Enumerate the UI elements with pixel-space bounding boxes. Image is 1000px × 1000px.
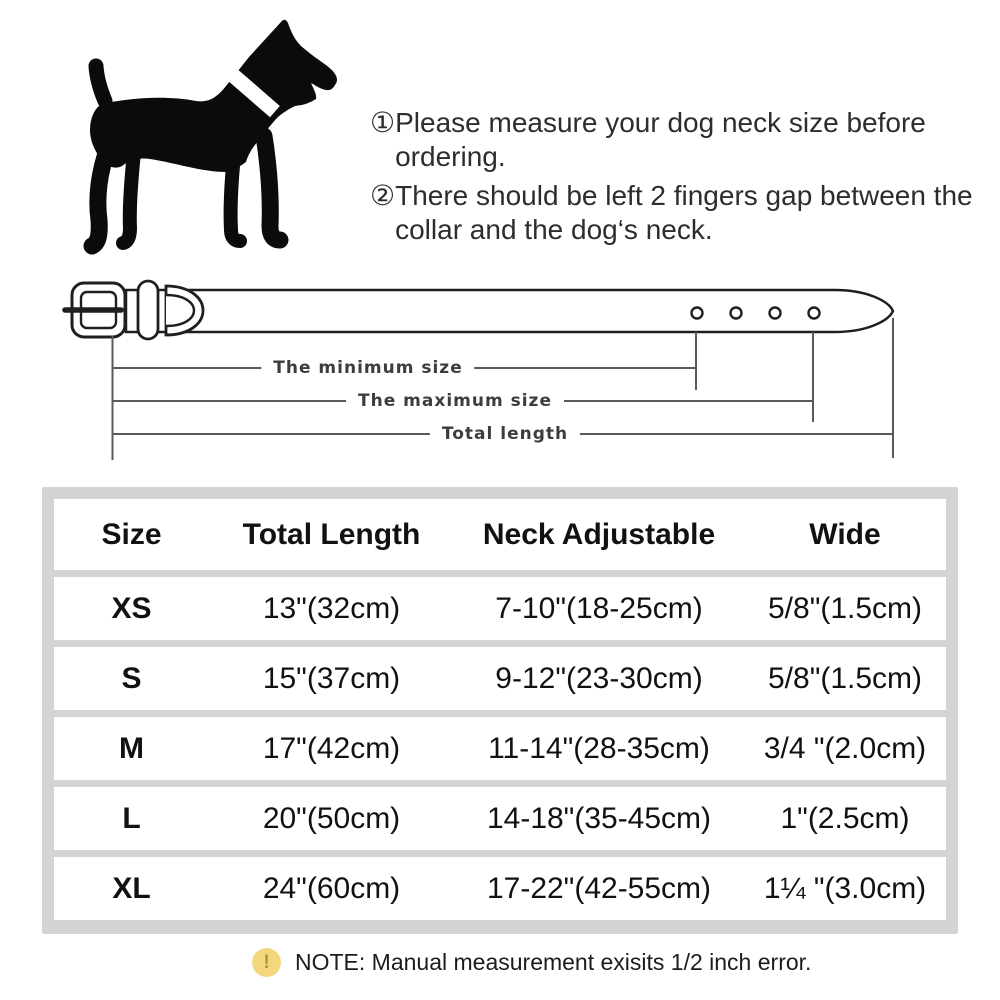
collar-keeper: [138, 281, 158, 339]
cell-wide: 1"(2.5cm): [780, 801, 910, 835]
cell-total-length: 13"(32cm): [262, 591, 401, 625]
cell-neck-adjustable: 9-12"(23-30cm): [495, 661, 703, 695]
table-header-row: [54, 499, 946, 570]
table-row: [54, 717, 946, 780]
label-minimum-size: The minimum size: [261, 358, 474, 378]
cell-size: XS: [111, 591, 152, 625]
cell-wide: 3/4 "(2.0cm): [763, 731, 927, 765]
cell-total-length: 17"(42cm): [262, 731, 401, 765]
note-bar: [252, 948, 811, 977]
cell-wide: 5/8"(1.5cm): [767, 591, 923, 625]
collar-hole-3: [770, 308, 781, 319]
collar-hole-4: [809, 308, 820, 319]
dog-body: [90, 20, 337, 172]
circled-2-icon: ②: [370, 180, 396, 211]
instruction-1: [370, 106, 990, 174]
cell-neck-adjustable: 11-14"(28-35cm): [488, 731, 710, 765]
cell-neck-adjustable: 7-10"(18-25cm): [495, 591, 703, 625]
header-total-length: Total Length: [242, 517, 421, 551]
cell-neck-adjustable: 14-18"(35-45cm): [486, 801, 712, 835]
instruction-2-line2: collar and the dog‘s neck.: [395, 214, 713, 245]
dog-front-leg: [264, 136, 280, 240]
exclamation-icon: !: [252, 948, 281, 977]
cell-total-length: 20"(50cm): [262, 801, 401, 835]
cell-size: XL: [112, 871, 151, 905]
header-size: Size: [101, 517, 162, 551]
cell-wide: 5/8"(1.5cm): [767, 661, 923, 695]
collar-hole-1: [692, 308, 703, 319]
label-total-length: Total length: [430, 424, 580, 444]
instruction-1-text: Please measure your dog neck size before ordering.: [395, 107, 926, 172]
instruction-2-text: [395, 179, 990, 247]
dog-illustration: [82, 10, 344, 260]
instruction-2-line1: There should be left 2 fingers gap between the: [395, 180, 973, 211]
collar-hole-2: [731, 308, 742, 319]
label-maximum-size: The maximum size: [346, 391, 564, 411]
dog-rear-leg-far: [123, 152, 134, 243]
instruction-2: [370, 179, 990, 247]
cell-wide: 1¼ "(3.0cm): [763, 871, 927, 905]
dog-tail: [96, 66, 105, 101]
table-row: [54, 787, 946, 850]
cell-neck-adjustable: 17-22"(42-55cm): [486, 871, 712, 905]
table-row: [54, 647, 946, 710]
cell-size: L: [122, 801, 141, 835]
cell-total-length: 15"(37cm): [262, 661, 401, 695]
instructions: [370, 106, 990, 252]
header-wide: Wide: [809, 517, 881, 551]
cell-total-length: 24"(60cm): [262, 871, 401, 905]
cell-size: S: [121, 661, 142, 695]
table-row: [54, 857, 946, 920]
circled-1-icon: ①: [370, 107, 396, 138]
table-row: [54, 577, 946, 640]
note-text: NOTE: Manual measurement exisits 1/2 inch error.: [295, 949, 812, 975]
cell-size: M: [119, 731, 144, 765]
header-neck-adjustable: Neck Adjustable: [482, 517, 716, 551]
size-table: [42, 487, 958, 934]
